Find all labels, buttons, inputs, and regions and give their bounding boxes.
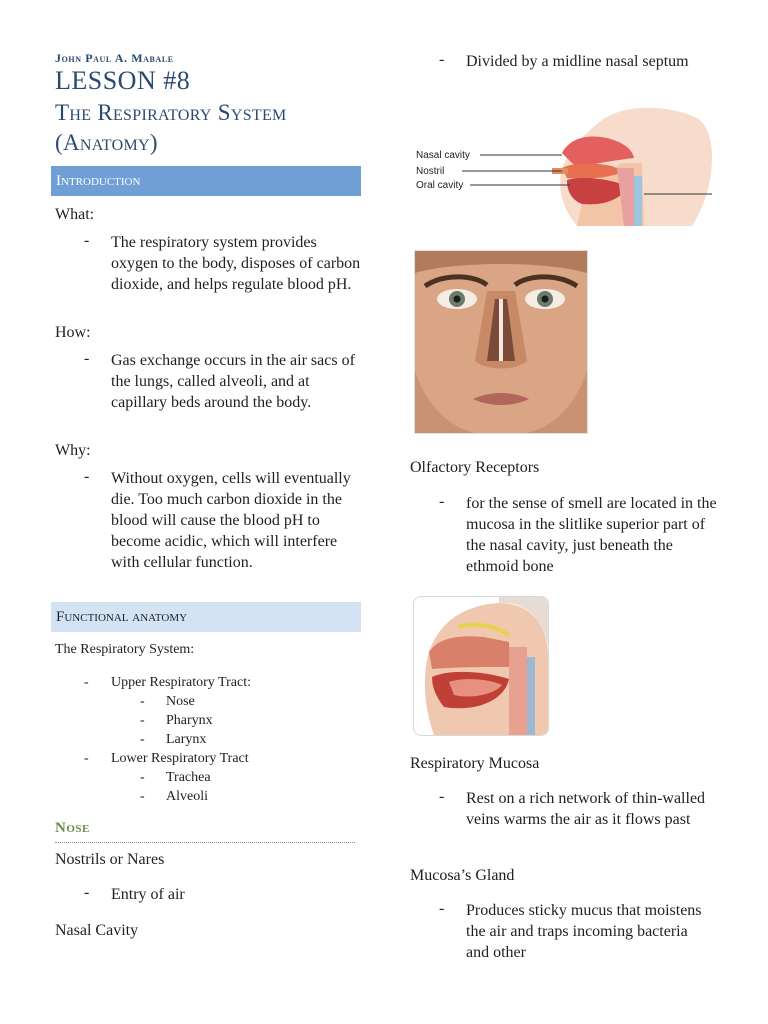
introduction-heading: Introduction xyxy=(56,173,141,189)
bullet-dash: - xyxy=(140,713,145,728)
bullet-dash: - xyxy=(84,675,89,690)
mucosa-gland-label: Mucosa’s Gland xyxy=(410,867,515,884)
nostrils-text: Entry of air xyxy=(111,886,185,903)
list-item: Alveoli xyxy=(166,789,208,804)
bullet-dash: - xyxy=(84,884,90,901)
functional-anatomy-heading-band xyxy=(51,602,361,632)
lower-tract-label: Lower Respiratory Tract xyxy=(111,751,249,766)
nasal-cavity-label: Nasal Cavity xyxy=(55,922,139,939)
diagram-label-oral-cavity: Oral cavity xyxy=(416,180,464,191)
functional-anatomy-heading: Functional anatomy xyxy=(56,609,188,625)
title-line-2: (Anatomy) xyxy=(55,130,158,155)
list-item: Nose xyxy=(166,694,195,709)
lesson-number: LESSON #8 xyxy=(55,66,191,95)
mucosa-gland-text: Produces sticky mucus that moistens the air and traps incoming bacteria and other xyxy=(466,902,702,961)
bullet-dash: - xyxy=(140,732,145,747)
bullet-dash: - xyxy=(140,789,145,804)
respiratory-mucosa-label: Respiratory Mucosa xyxy=(410,755,540,772)
list-item: Larynx xyxy=(166,732,207,747)
diagram-label-nostril: Nostril xyxy=(416,166,445,177)
respiratory-mucosa-text: Rest on a rich network of thin-walled veins warms the air as it flows past xyxy=(466,790,706,828)
section-divider xyxy=(55,842,355,843)
what-text: The respiratory system provides oxygen to the body, disposes of carbon dioxide, and helps regulate blood pH. xyxy=(111,234,361,293)
diagram-label-nasal-cavity: Nasal cavity xyxy=(416,150,470,161)
why-text: Without oxygen, cells will eventually die. Too much carbon dioxide in the blood will cause the blood pH to become acidic, which will interfere with cellular function. xyxy=(111,470,351,571)
bullet-dash: - xyxy=(84,468,90,485)
bullet-dash: - xyxy=(439,900,445,917)
author-name: John Paul A. Mabale xyxy=(55,51,174,65)
septum-text: Divided by a midline nasal septum xyxy=(466,53,689,70)
what-label: What: xyxy=(55,206,95,223)
page-title xyxy=(55,98,287,158)
olfactory-text: for the sense of smell are located in the mucosa in the slitlike superior part of the nasal cavity, just beneath the ethmoid bone xyxy=(466,495,717,575)
list-item: Pharynx xyxy=(166,713,213,728)
nasal-cavity-diagram xyxy=(412,108,716,228)
sagittal-head-image xyxy=(413,596,549,736)
face-nasal-cavity-image xyxy=(414,250,588,434)
bullet-dash: - xyxy=(84,232,90,249)
bullet-dash: - xyxy=(140,694,145,709)
nose-heading: Nose xyxy=(55,820,90,836)
respiratory-system-label: The Respiratory System: xyxy=(55,642,195,657)
olfactory-label: Olfactory Receptors xyxy=(410,459,540,476)
title-line-1: The Respiratory System xyxy=(55,100,287,125)
nostrils-label: Nostrils or Nares xyxy=(55,851,165,868)
how-label: How: xyxy=(55,324,91,341)
bullet-dash: - xyxy=(84,350,90,367)
bullet-dash: - xyxy=(439,51,445,68)
bullet-dash: - xyxy=(84,751,89,766)
introduction-heading-band xyxy=(51,166,361,196)
list-item: Trachea xyxy=(166,770,211,785)
how-text: Gas exchange occurs in the air sacs of the lungs, called alveoli, and at capillary beds around the body. xyxy=(111,352,355,411)
bullet-dash: - xyxy=(439,493,445,510)
why-label: Why: xyxy=(55,442,91,459)
upper-tract-label: Upper Respiratory Tract: xyxy=(111,675,251,690)
bullet-dash: - xyxy=(140,770,145,785)
bullet-dash: - xyxy=(439,788,445,805)
